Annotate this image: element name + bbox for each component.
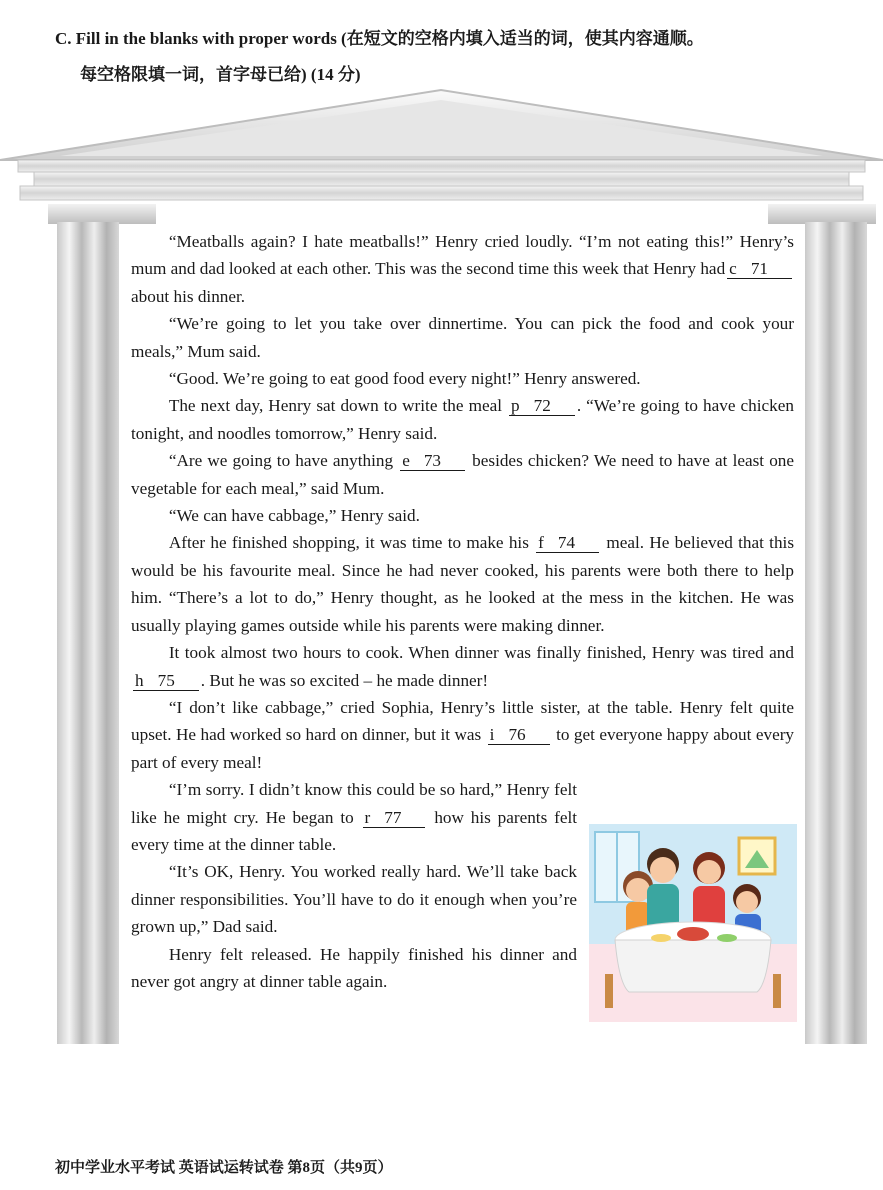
paragraph: “We can have cabbage,” Henry said.: [168, 506, 420, 526]
blank-74[interactable]: f 74: [536, 533, 599, 553]
right-pillar-capital: [768, 204, 876, 224]
left-pillar-capital: [48, 204, 156, 224]
family-dinner-illustration-icon: [589, 824, 797, 1022]
right-pillar: [805, 222, 867, 1044]
paragraph: After he finished shopping, it was time to make his f 74 meal. He believed that this would be his favourite meal. Since he had never cooked, his parents were both there to help him. “There’s a lot to do,” Henry thought, as he looked at the mess in the kitchen. He was usually playing games outside while his parents were making dinner.: [131, 533, 795, 635]
paragraph: “Meatballs again? I hate meatballs!” Henry cried loudly. “I’m not eating this!” Henry’s mum and dad looked at each other. This was the second time this week that Henry had c 71 about his dinner.: [131, 232, 794, 306]
paragraph: The next day, Henry sat down to write the meal p 72 . “We’re going to have chicken tonight, and noodles tomorrow,” Henry said.: [131, 396, 794, 443]
temple-roof-decoration: [0, 86, 883, 206]
paragraph: “It’s OK, Henry. You worked really hard. We’ll take back dinner responsibilities. You’ll have to do it enough when you’re grown up,” Dad said.: [131, 862, 577, 937]
blank-72[interactable]: p 72: [509, 396, 575, 416]
paragraph: “Good. We’re going to eat good food every night!” Henry answered.: [168, 369, 641, 389]
blank-73[interactable]: e 73: [400, 451, 465, 471]
section-heading: C. Fill in the blanks with proper words (在短文的空格内填入适当的词，使其内容通顺。: [55, 29, 704, 48]
left-pillar: [57, 222, 119, 1044]
paragraph: “Are we going to have anything e 73 besides chicken? We need to have at least one vegetable for each meal,” said Mum.: [131, 451, 795, 498]
blank-75[interactable]: h 75: [133, 671, 199, 691]
blank-77[interactable]: r 77: [363, 808, 426, 828]
page-footer: 初中学业水平考试 英语试运转试卷 第8页（共9页）: [55, 1160, 393, 1176]
paragraph: “I’m sorry. I didn’t know this could be so hard,” Henry felt like he might cry. He began to r 77 how his parents felt every time at the dinner table.: [131, 780, 578, 854]
paragraph: It took almost two hours to cook. When dinner was finally finished, Henry was tired and h 75 . But he was so excited – he made dinner!: [135, 643, 794, 690]
blank-76[interactable]: i 76: [488, 725, 550, 745]
paragraph: “I don’t like cabbage,” cried Sophia, Henry’s little sister, at the table. Henry felt quite upset. He had worked so hard on dinner, but it was i 76 to get everyone happy about every part of every meal!: [131, 697, 795, 772]
blank-71[interactable]: c 71: [727, 259, 792, 279]
paragraph: Henry felt released. He happily finished his dinner and never got angry at dinner table again.: [131, 944, 577, 991]
section-instructions: 每空格限填一词，首字母已给) (14 分): [80, 65, 361, 84]
paragraph: “We’re going to let you take over dinnertime. You can pick the food and cook your meals,” Mum said.: [131, 314, 794, 361]
